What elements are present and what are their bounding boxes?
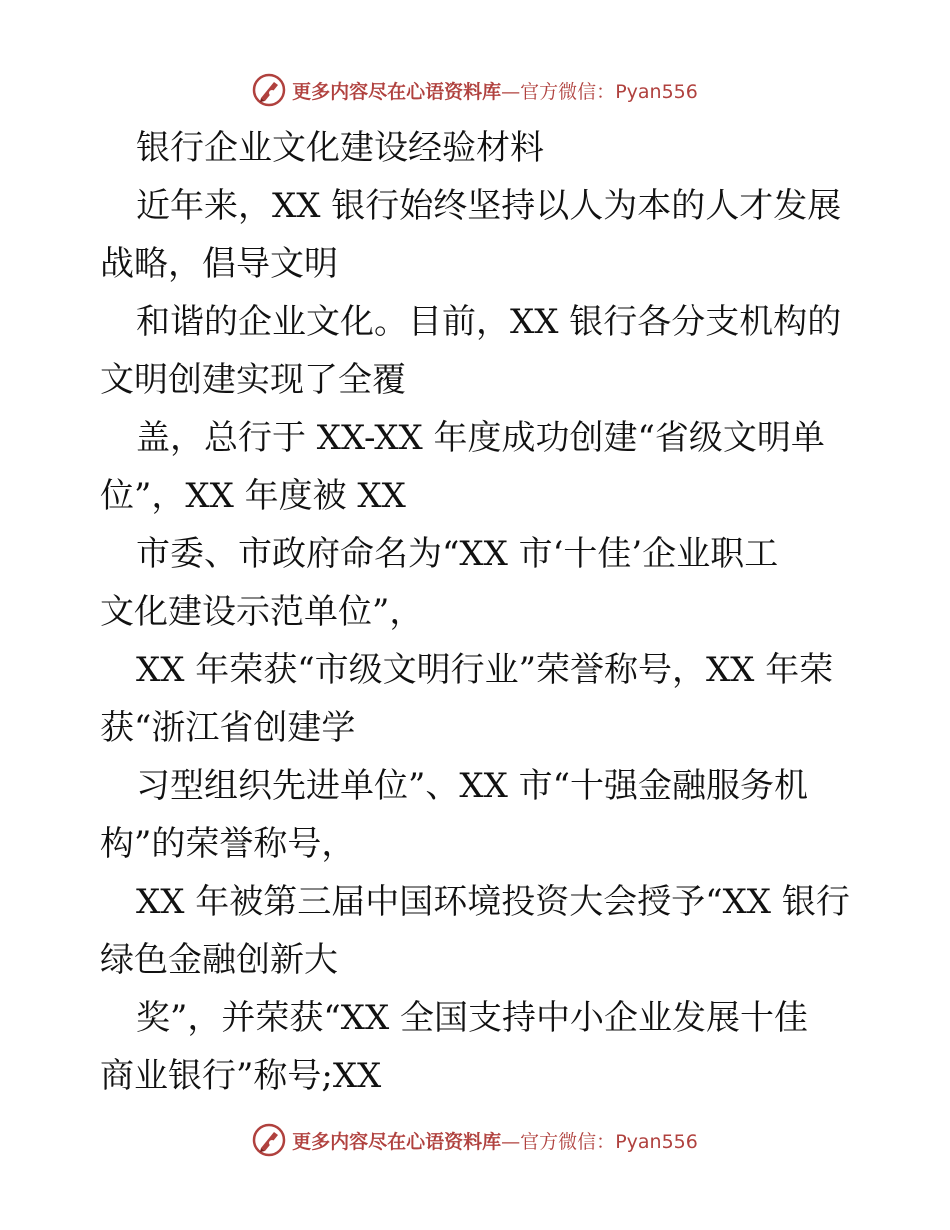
paragraph-line: 位”，XX 年度被 XX: [100, 476, 406, 516]
paragraph-line: 奖”，并荣获“XX 全国支持中小企业发展十佳: [136, 998, 808, 1038]
paragraph-line: XX 年被第三届中国环境投资大会授予“XX 银行: [136, 882, 850, 922]
document-title: 银行企业文化建设经验材料: [136, 128, 544, 168]
red-pen-logo-icon: [252, 1123, 286, 1157]
banner-text: 更多内容尽在心语资料库—官方微信：Pyan556: [292, 80, 698, 103]
footer-banner: [0, 1120, 950, 1160]
paragraph-line: 文明创建实现了全覆: [100, 360, 406, 400]
header-banner: [0, 70, 950, 110]
paragraph-line: 文化建设示范单位”，: [100, 592, 424, 632]
paragraph-line: 近年来，XX 银行始终坚持以人为本的人才发展: [136, 186, 842, 226]
paragraph-line: 市委、市政府命名为“XX 市‘十佳’企业职工: [136, 534, 779, 574]
paragraph-line: 和谐的企业文化。目前，XX 银行各分支机构的: [136, 302, 842, 342]
red-pen-logo-icon: [252, 73, 286, 107]
paragraph-line: 战略，倡导文明: [100, 244, 338, 284]
paragraph-line: 获“浙江省创建学: [100, 708, 356, 748]
paragraph-line: 盖，总行于 XX-XX 年度成功创建“省级文明单: [136, 418, 825, 458]
paragraph-line: 习型组织先进单位”、XX 市“十强金融服务机: [136, 766, 808, 806]
paragraph-line: XX 年荣获“市级文明行业”荣誉称号，XX 年荣: [136, 650, 834, 690]
paragraph-line: 绿色金融创新大: [100, 940, 338, 980]
banner-text: 更多内容尽在心语资料库—官方微信：Pyan556: [292, 1130, 698, 1153]
paragraph-line: 商业银行”称号;XX: [100, 1056, 382, 1096]
paragraph-line: 构”的荣誉称号，: [100, 824, 356, 864]
